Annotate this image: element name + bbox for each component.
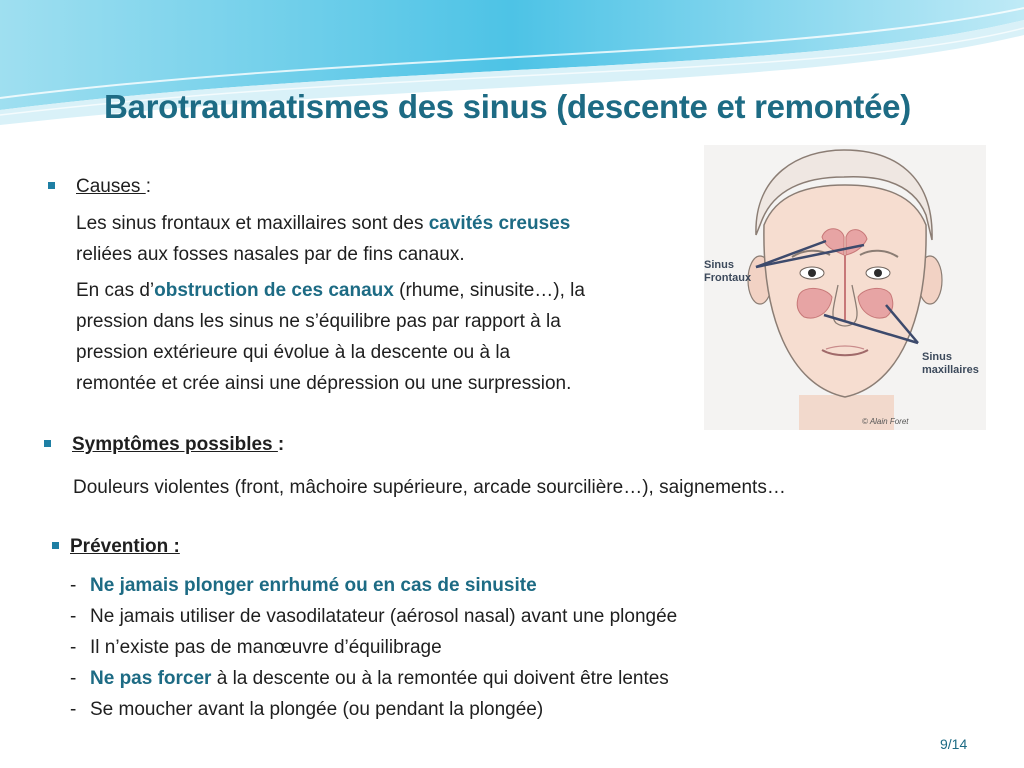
face-drawing — [704, 145, 986, 430]
causes-p2-highlight: obstruction de ces canaux — [154, 280, 394, 301]
causes-p2-text-b: (rhume, sinusite…), la — [393, 280, 585, 301]
prevention-item — [70, 694, 677, 725]
causes-p1-line1 — [76, 208, 696, 239]
prevention-item — [70, 601, 677, 632]
dash: - — [70, 699, 77, 720]
prevention-item-highlight: Ne pas forcer — [90, 668, 212, 689]
causes-p2-line2: pression dans les sinus ne s’équilibre pas par rapport à la — [76, 311, 561, 332]
dash: - — [70, 606, 77, 627]
prevention-item-text: à la descente ou à la remontée qui doivent être lentes — [211, 668, 669, 689]
causes-paragraph-2 — [76, 275, 701, 399]
prevention-item — [70, 663, 677, 694]
prevention-list — [70, 570, 677, 725]
prevention-item-text: Se moucher avant la plongée (ou pendant la plongée) — [90, 699, 544, 720]
prevention-item-text: Ne jamais utiliser de vasodilatateur (aérosol nasal) avant une plongée — [90, 606, 678, 627]
slide-title: Barotraumatismes des sinus (descente et remontée) — [104, 88, 911, 125]
causes-p1-text-a: Les sinus frontaux et maxillaires sont des — [76, 213, 429, 234]
page-number: 9/14 — [940, 736, 968, 752]
bullet-square-icon — [48, 182, 55, 189]
symptoms-bullet — [44, 434, 684, 458]
causes-p1-line2: reliées aux fosses nasales par de fins canaux. — [76, 244, 465, 265]
causes-p2-line3: pression extérieure qui évolue à la descente ou à la — [76, 342, 511, 363]
prevention-item-text: Il n’existe pas de manœuvre d’équilibrage — [90, 637, 442, 658]
label-maxillary-line2: maxillaires — [922, 364, 979, 376]
figure-credit: © Alain Foret — [862, 417, 909, 426]
sinus-face-illustration — [704, 145, 986, 430]
symptoms-colon: : — [277, 434, 285, 455]
dash: - — [70, 575, 77, 596]
causes-p2-text-a: En cas d’ — [76, 280, 155, 301]
prevention-item — [70, 570, 677, 601]
label-frontal-line2: Frontaux — [704, 272, 752, 284]
bullet-square-icon — [44, 440, 51, 447]
label-frontal-line1: Sinus — [704, 259, 734, 271]
causes-bullet — [48, 176, 688, 200]
prevention-item — [70, 632, 677, 663]
causes-p2-line1 — [76, 275, 701, 306]
causes-heading-text: Causes — [76, 176, 146, 197]
label-maxillary-line1: Sinus — [922, 351, 952, 363]
symptoms-heading-text: Symptômes possibles — [72, 434, 278, 455]
prevention-heading — [70, 536, 180, 558]
prevention-bullet — [52, 536, 692, 560]
causes-colon: : — [145, 176, 151, 197]
label-maxillary-sinus — [922, 351, 979, 377]
label-frontal-sinus — [704, 259, 751, 285]
prevention-item-highlight: Ne jamais plonger enrhumé ou en cas de sinusite — [90, 575, 537, 596]
causes-p1-highlight: cavités creuses — [428, 213, 571, 234]
causes-p2-line4: remontée et crée ainsi une dépression ou une surpression. — [76, 373, 572, 394]
dash: - — [70, 668, 77, 689]
symptoms-text: Douleurs violentes (front, mâchoire supérieure, arcade sourcilière…), saignements… — [73, 477, 786, 498]
bullet-square-icon — [52, 542, 59, 549]
prevention-heading-text: Prévention : — [70, 536, 180, 557]
dash: - — [70, 637, 77, 658]
symptoms-heading — [72, 434, 284, 456]
causes-paragraph-1 — [76, 208, 696, 270]
causes-heading — [76, 176, 151, 198]
